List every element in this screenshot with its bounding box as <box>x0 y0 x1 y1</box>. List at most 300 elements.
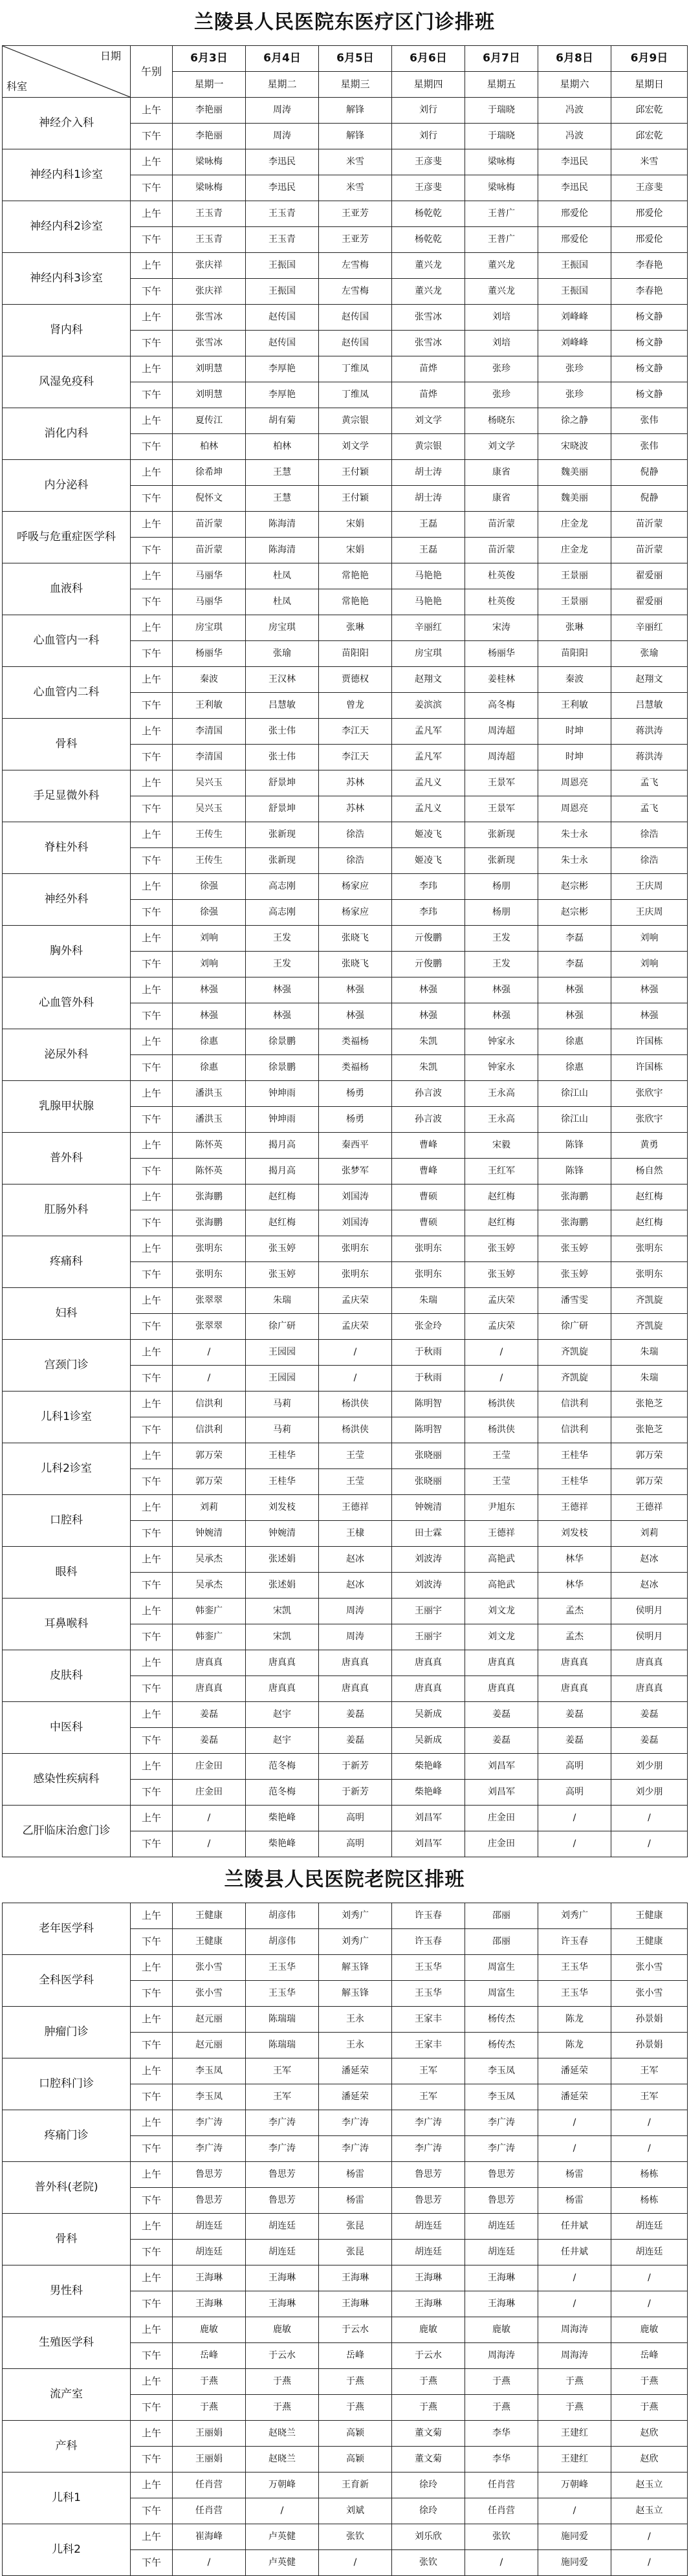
doctor-cell: 董兴龙 <box>465 279 538 305</box>
doctor-cell: 朱瑞 <box>611 1366 688 1392</box>
doctor-cell: 董文菊 <box>392 2421 465 2447</box>
date-header: 6月9日 <box>611 46 688 72</box>
department-cell: 骨科 <box>3 719 131 770</box>
doctor-cell: 杜凤 <box>246 589 319 615</box>
doctor-cell: 杨传杰 <box>465 2007 538 2033</box>
doctor-cell: 黄宗银 <box>319 408 392 434</box>
doctor-cell: 辛丽红 <box>392 615 465 641</box>
doctor-cell: 王德祥 <box>465 1521 538 1547</box>
doctor-cell: 张海鹏 <box>538 1210 611 1236</box>
doctor-cell: 潘洪玉 <box>173 1107 246 1133</box>
doctor-cell: 房宝琪 <box>392 641 465 667</box>
doctor-cell: 倪静 <box>611 486 688 512</box>
doctor-cell: 庄金田 <box>173 1780 246 1806</box>
doctor-cell: 王彦斐 <box>611 175 688 201</box>
shift-cell: 上午 <box>131 2524 173 2550</box>
doctor-cell: 宋晓波 <box>538 434 611 460</box>
doctor-cell: 李艳丽 <box>173 98 246 124</box>
doctor-cell: 杨丽华 <box>465 641 538 667</box>
doctor-cell: 张雪冰 <box>173 305 246 331</box>
doctor-cell: 李华 <box>465 2421 538 2447</box>
doctor-cell: 吴兴玉 <box>173 796 246 822</box>
doctor-cell: 杨洪侠 <box>465 1417 538 1443</box>
doctor-cell: 于燕 <box>465 2395 538 2421</box>
doctor-cell: 张士伟 <box>246 719 319 745</box>
doctor-cell: 于燕 <box>246 2369 319 2395</box>
doctor-cell: 王玉青 <box>173 201 246 227</box>
doctor-cell: 赵元丽 <box>173 2033 246 2058</box>
doctor-cell: 王建红 <box>538 2421 611 2447</box>
doctor-cell: 张明东 <box>611 1236 688 1262</box>
doctor-cell: / <box>173 1340 246 1366</box>
doctor-cell: 柴艳峰 <box>246 1806 319 1831</box>
doctor-cell: 苗沂蒙 <box>611 538 688 563</box>
table-row <box>3 1495 688 1521</box>
doctor-cell: 王传生 <box>173 848 246 874</box>
weekday-header: 星期六 <box>538 72 611 98</box>
doctor-cell: 李磊 <box>538 952 611 977</box>
doctor-cell: 王海琳 <box>246 2265 319 2291</box>
doctor-cell: 陈明智 <box>392 1392 465 1417</box>
shift-cell: 下午 <box>131 382 173 408</box>
department-cell: 口腔科门诊 <box>3 2058 131 2110</box>
department-cell: 儿科2 <box>3 2524 131 2576</box>
department-cell: 耳鼻喉科 <box>3 1599 131 1650</box>
doctor-cell: 韩銮广 <box>173 1624 246 1650</box>
shift-cell: 下午 <box>131 331 173 356</box>
doctor-cell: 赵欣 <box>611 2447 688 2472</box>
doctor-cell: 高艳武 <box>465 1573 538 1599</box>
shift-cell: 下午 <box>131 589 173 615</box>
doctor-cell: 于燕 <box>538 2395 611 2421</box>
doctor-cell: 周涛 <box>319 1624 392 1650</box>
doctor-cell: 李迅民 <box>538 149 611 175</box>
doctor-cell: 高志刚 <box>246 874 319 900</box>
doctor-cell: 宋毅 <box>465 1133 538 1159</box>
shift-cell: 上午 <box>131 2007 173 2033</box>
doctor-cell: 朱瑞 <box>392 1288 465 1314</box>
shift-cell: 下午 <box>131 1929 173 1955</box>
doctor-cell: 张伟 <box>611 408 688 434</box>
doctor-cell: 陈明智 <box>392 1417 465 1443</box>
doctor-cell: / <box>611 2524 688 2550</box>
doctor-cell: 徐惠 <box>538 1055 611 1081</box>
department-cell: 内分泌科 <box>3 460 131 512</box>
table-row <box>3 770 688 796</box>
doctor-cell: 刘发枝 <box>246 1495 319 1521</box>
table-row <box>3 874 688 900</box>
doctor-cell: 施同爱 <box>538 2550 611 2576</box>
shift-cell: 上午 <box>131 822 173 848</box>
date-header: 6月8日 <box>538 46 611 72</box>
doctor-cell: 胡连廷 <box>611 2214 688 2240</box>
doctor-cell: 于秋雨 <box>392 1366 465 1392</box>
shift-cell: 下午 <box>131 745 173 770</box>
doctor-cell: 于燕 <box>465 2369 538 2395</box>
doctor-cell: 苗沂蒙 <box>465 538 538 563</box>
shift-cell: 下午 <box>131 1159 173 1184</box>
doctor-cell: 刘响 <box>173 926 246 952</box>
table-row <box>3 1955 688 1981</box>
doctor-cell: 范冬梅 <box>246 1754 319 1780</box>
doctor-cell: 高冬梅 <box>465 693 538 719</box>
doctor-cell: 于燕 <box>246 2395 319 2421</box>
doctor-cell: 黄勇 <box>611 1133 688 1159</box>
doctor-cell: 张玉婷 <box>538 1262 611 1288</box>
doctor-cell: 陈怀英 <box>173 1159 246 1184</box>
doctor-cell: 朱士永 <box>538 822 611 848</box>
doctor-cell: 张珍 <box>538 356 611 382</box>
doctor-cell: 王红军 <box>465 1159 538 1184</box>
doctor-cell: 王慧 <box>246 486 319 512</box>
doctor-cell: 钟婉清 <box>173 1521 246 1547</box>
department-cell: 皮肤科 <box>3 1650 131 1702</box>
doctor-cell: 徐强 <box>173 900 246 926</box>
doctor-cell: 邢爱伦 <box>611 227 688 253</box>
shift-cell: 上午 <box>131 1133 173 1159</box>
doctor-cell: 于燕 <box>611 2369 688 2395</box>
department-cell: 肿瘤门诊 <box>3 2007 131 2058</box>
doctor-cell: 胡连廷 <box>392 2214 465 2240</box>
doctor-cell: 胡士涛 <box>392 460 465 486</box>
shift-cell: 上午 <box>131 926 173 952</box>
doctor-cell: 魏美丽 <box>538 486 611 512</box>
doctor-cell: 王亚芳 <box>319 227 392 253</box>
department-cell: 神经内科3诊室 <box>3 253 131 305</box>
doctor-cell: 张玉婷 <box>538 1236 611 1262</box>
doctor-cell: 邱宏乾 <box>611 124 688 149</box>
doctor-cell: 王军 <box>611 2058 688 2084</box>
doctor-cell: 王育新 <box>319 2472 392 2498</box>
doctor-cell: 王德祥 <box>611 1495 688 1521</box>
doctor-cell: 卢英健 <box>246 2550 319 2576</box>
doctor-cell: 王丽娟 <box>173 2447 246 2472</box>
doctor-cell: 高明 <box>319 1806 392 1831</box>
doctor-cell: 于燕 <box>538 2369 611 2395</box>
shift-cell: 上午 <box>131 1236 173 1262</box>
doctor-cell: 刘行 <box>392 98 465 124</box>
doctor-cell: 刘莉 <box>173 1495 246 1521</box>
shift-cell: 下午 <box>131 1107 173 1133</box>
doctor-cell: 潘洪玉 <box>173 1081 246 1107</box>
doctor-cell: / <box>538 2265 611 2291</box>
doctor-cell: 徐惠 <box>173 1029 246 1055</box>
doctor-cell: 于云水 <box>392 2343 465 2369</box>
doctor-cell: 王玉青 <box>246 201 319 227</box>
doctor-cell: 周海涛 <box>538 2317 611 2343</box>
doctor-cell: 姜桂林 <box>465 667 538 693</box>
doctor-cell: 王永 <box>319 2007 392 2033</box>
doctor-cell: 徐江山 <box>538 1081 611 1107</box>
doctor-cell: 唐真真 <box>173 1676 246 1702</box>
shift-cell: 上午 <box>131 1340 173 1366</box>
doctor-cell: 韩銮广 <box>173 1599 246 1624</box>
doctor-cell: 贾德权 <box>319 667 392 693</box>
doctor-cell: 苗阳阳 <box>538 641 611 667</box>
doctor-cell: 孙言波 <box>392 1081 465 1107</box>
doctor-cell: / <box>319 1366 392 1392</box>
shift-cell: 下午 <box>131 2033 173 2058</box>
table-row <box>3 2317 688 2343</box>
doctor-cell: 赵传国 <box>319 331 392 356</box>
doctor-cell: 辛丽红 <box>611 615 688 641</box>
shift-cell: 下午 <box>131 1210 173 1236</box>
doctor-cell: 孟杰 <box>538 1599 611 1624</box>
doctor-cell: 王军 <box>611 2084 688 2110</box>
doctor-cell: 刘文学 <box>319 434 392 460</box>
schedule-table-east <box>2 45 688 1857</box>
doctor-cell: 李广涛 <box>173 2110 246 2136</box>
table-row <box>3 356 688 382</box>
doctor-cell: 周海涛 <box>538 2343 611 2369</box>
department-cell: 口腔科 <box>3 1495 131 1547</box>
doctor-cell: 李广涛 <box>319 2136 392 2162</box>
doctor-cell: 张雪冰 <box>392 305 465 331</box>
shift-cell: 上午 <box>131 1392 173 1417</box>
doctor-cell: 林强 <box>319 1003 392 1029</box>
doctor-cell: 于燕 <box>319 2369 392 2395</box>
doctor-cell: 刘培 <box>465 331 538 356</box>
doctor-cell: 解玉锋 <box>319 1955 392 1981</box>
doctor-cell: 李玮 <box>392 900 465 926</box>
doctor-cell: 赵红梅 <box>465 1210 538 1236</box>
doctor-cell: 孟凡军 <box>392 745 465 770</box>
doctor-cell: 钟坤雨 <box>246 1107 319 1133</box>
department-cell: 儿科1诊室 <box>3 1392 131 1443</box>
shift-cell: 下午 <box>131 1780 173 1806</box>
doctor-cell: 倪静 <box>611 460 688 486</box>
table-row <box>3 460 688 486</box>
doctor-cell: 陈海清 <box>246 512 319 538</box>
doctor-cell: 杨栋 <box>611 2188 688 2214</box>
doctor-cell: 张翠翠 <box>173 1288 246 1314</box>
doctor-cell: 米雪 <box>611 149 688 175</box>
doctor-cell: 孟庆荣 <box>465 1288 538 1314</box>
doctor-cell: 胡连廷 <box>246 2214 319 2240</box>
doctor-cell: 张晓飞 <box>319 926 392 952</box>
table-row <box>3 408 688 434</box>
doctor-cell: 李厚艳 <box>246 356 319 382</box>
doctor-cell: 杨丽华 <box>173 641 246 667</box>
shift-cell: 上午 <box>131 1081 173 1107</box>
shift-cell: 下午 <box>131 1521 173 1547</box>
doctor-cell: 任肖营 <box>465 2498 538 2524</box>
doctor-cell: 于新芳 <box>319 1754 392 1780</box>
doctor-cell: 赵红梅 <box>246 1210 319 1236</box>
shift-cell: 上午 <box>131 1903 173 1929</box>
department-cell: 神经外科 <box>3 874 131 926</box>
doctor-cell: 杨洪侠 <box>319 1392 392 1417</box>
doctor-cell: 胡连廷 <box>246 2240 319 2265</box>
doctor-cell: 宋凯 <box>246 1599 319 1624</box>
doctor-cell: 李广涛 <box>319 2110 392 2136</box>
doctor-cell: 刘峰峰 <box>538 305 611 331</box>
doctor-cell: 王海琳 <box>465 2291 538 2317</box>
doctor-cell: 王发 <box>246 952 319 977</box>
doctor-cell: 王发 <box>465 926 538 952</box>
doctor-cell: 任井斌 <box>538 2240 611 2265</box>
doctor-cell: / <box>319 1340 392 1366</box>
doctor-cell: 王发 <box>465 952 538 977</box>
doctor-cell: 张钦 <box>465 2524 538 2550</box>
shift-cell: 下午 <box>131 1314 173 1340</box>
doctor-cell: 李迅民 <box>246 175 319 201</box>
doctor-cell: 陈海清 <box>246 538 319 563</box>
doctor-cell: 杨洪侠 <box>319 1417 392 1443</box>
weekday-header: 星期五 <box>465 72 538 98</box>
date-header: 6月3日 <box>173 46 246 72</box>
doctor-cell: 侯明月 <box>611 1624 688 1650</box>
doctor-cell: 姜磊 <box>465 1702 538 1728</box>
doctor-cell: 曹硕 <box>392 1210 465 1236</box>
doctor-cell: 鲁思芳 <box>246 2188 319 2214</box>
doctor-cell: 舒景坤 <box>246 770 319 796</box>
doctor-cell: 解玉锋 <box>319 1981 392 2007</box>
shift-cell: 上午 <box>131 2472 173 2498</box>
shift-cell: 上午 <box>131 1443 173 1469</box>
doctor-cell: 赵欣 <box>611 2421 688 2447</box>
doctor-cell: 周涛超 <box>465 745 538 770</box>
doctor-cell: 李广涛 <box>392 2110 465 2136</box>
doctor-cell: 王景军 <box>465 770 538 796</box>
doctor-cell: 赵传国 <box>246 331 319 356</box>
doctor-cell: 唐真真 <box>465 1650 538 1676</box>
doctor-cell: 董兴龙 <box>392 279 465 305</box>
doctor-cell: 高颖 <box>319 2421 392 2447</box>
doctor-cell: 王桂华 <box>246 1469 319 1495</box>
doctor-cell: 类福杨 <box>319 1055 392 1081</box>
department-cell: 普外科 <box>3 1133 131 1184</box>
department-cell: 神经内科1诊室 <box>3 149 131 201</box>
schedule-table-old <box>2 1903 688 2576</box>
doctor-cell: 李玉凤 <box>465 2084 538 2110</box>
table-row <box>3 1702 688 1728</box>
doctor-cell: 王莹 <box>319 1469 392 1495</box>
doctor-cell: 时坤 <box>538 719 611 745</box>
doctor-cell: 于云水 <box>319 2317 392 2343</box>
doctor-cell: 王景丽 <box>538 589 611 615</box>
doctor-cell: 刘峰峰 <box>538 331 611 356</box>
doctor-cell: 任肖营 <box>173 2498 246 2524</box>
weekday-header: 星期一 <box>173 72 246 98</box>
doctor-cell: 杨文静 <box>611 356 688 382</box>
doctor-cell: 杨文静 <box>611 331 688 356</box>
page-title-old: 兰陵县人民医院老院区排班 <box>224 1868 465 1891</box>
table-row <box>3 1081 688 1107</box>
doctor-cell: 杨自然 <box>611 1159 688 1184</box>
doctor-cell: 胡士涛 <box>392 486 465 512</box>
doctor-cell: 周涛超 <box>465 719 538 745</box>
doctor-cell: 于燕 <box>319 2395 392 2421</box>
doctor-cell: 万朝峰 <box>538 2472 611 2498</box>
doctor-cell: 唐真真 <box>538 1676 611 1702</box>
doctor-cell: 王桂华 <box>538 1443 611 1469</box>
shift-cell: 下午 <box>131 900 173 926</box>
doctor-cell: 秦波 <box>173 667 246 693</box>
doctor-cell: 姜磊 <box>319 1702 392 1728</box>
doctor-cell: 范冬梅 <box>246 1780 319 1806</box>
table-row <box>3 926 688 952</box>
doctor-cell: 马艳艳 <box>392 563 465 589</box>
shift-cell: 上午 <box>131 149 173 175</box>
doctor-cell: 张玉婷 <box>465 1236 538 1262</box>
doctor-cell: 刘响 <box>173 952 246 977</box>
doctor-cell: 杨雷 <box>319 2162 392 2188</box>
table-row <box>3 822 688 848</box>
doctor-cell: 杜凤 <box>246 563 319 589</box>
date-header: 6月4日 <box>246 46 319 72</box>
doctor-cell: 姜滨滨 <box>392 693 465 719</box>
shift-cell: 下午 <box>131 227 173 253</box>
department-cell: 泌尿外科 <box>3 1029 131 1081</box>
doctor-cell: 王亚芳 <box>319 201 392 227</box>
doctor-cell: 王海琳 <box>465 2265 538 2291</box>
doctor-cell: 岳峰 <box>319 2343 392 2369</box>
department-cell: 流产室 <box>3 2369 131 2421</box>
doctor-cell: 王玉华 <box>538 1981 611 2007</box>
shift-cell: 上午 <box>131 1495 173 1521</box>
table-row <box>3 977 688 1003</box>
doctor-cell: 赵翔文 <box>611 667 688 693</box>
shift-cell: 上午 <box>131 1754 173 1780</box>
table-row <box>3 512 688 538</box>
doctor-cell: 郭万荣 <box>611 1469 688 1495</box>
doctor-cell: / <box>319 2550 392 2576</box>
shift-cell: 下午 <box>131 796 173 822</box>
doctor-cell: 于瑞晓 <box>465 98 538 124</box>
doctor-cell: 刘秀广 <box>319 1903 392 1929</box>
doctor-cell: 王付颖 <box>319 486 392 512</box>
doctor-cell: 于云水 <box>246 2343 319 2369</box>
doctor-cell: 宋涛 <box>465 615 538 641</box>
doctor-cell: 张艳芝 <box>611 1392 688 1417</box>
doctor-cell: 许玉春 <box>392 1929 465 1955</box>
doctor-cell: 齐凯旋 <box>611 1314 688 1340</box>
doctor-cell: 赵红梅 <box>611 1184 688 1210</box>
shift-cell: 下午 <box>131 1366 173 1392</box>
doctor-cell: 张雪冰 <box>392 331 465 356</box>
department-cell: 脊柱外科 <box>3 822 131 874</box>
doctor-cell: 朱瑞 <box>611 1340 688 1366</box>
date-header: 6月6日 <box>392 46 465 72</box>
doctor-cell: 李清国 <box>173 719 246 745</box>
doctor-cell: 王丽娟 <box>173 2421 246 2447</box>
shift-cell: 上午 <box>131 770 173 796</box>
doctor-cell: 马莉 <box>246 1417 319 1443</box>
department-cell: 乙肝临床治愈门诊 <box>3 1806 131 1857</box>
doctor-cell: / <box>538 2498 611 2524</box>
shift-cell: 上午 <box>131 1806 173 1831</box>
doctor-cell: 王普广 <box>465 201 538 227</box>
doctor-cell: 解锋 <box>319 124 392 149</box>
doctor-cell: 唐真真 <box>246 1676 319 1702</box>
doctor-cell: 钟婉清 <box>392 1495 465 1521</box>
shift-cell: 下午 <box>131 2395 173 2421</box>
doctor-cell: 杨洪侠 <box>465 1392 538 1417</box>
doctor-cell: 尹旭东 <box>465 1495 538 1521</box>
doctor-cell: 邢爱伦 <box>611 201 688 227</box>
shift-cell: 下午 <box>131 1981 173 2007</box>
doctor-cell: 吴新成 <box>392 1728 465 1754</box>
shift-cell: 下午 <box>131 486 173 512</box>
doctor-cell: 杨文静 <box>611 305 688 331</box>
doctor-cell: 吕慧敏 <box>611 693 688 719</box>
doctor-cell: 崔海峰 <box>173 2524 246 2550</box>
doctor-cell: 张昆 <box>319 2240 392 2265</box>
doctor-cell: / <box>611 2550 688 2576</box>
doctor-cell: 庄金龙 <box>538 512 611 538</box>
doctor-cell: 黄宗银 <box>392 434 465 460</box>
